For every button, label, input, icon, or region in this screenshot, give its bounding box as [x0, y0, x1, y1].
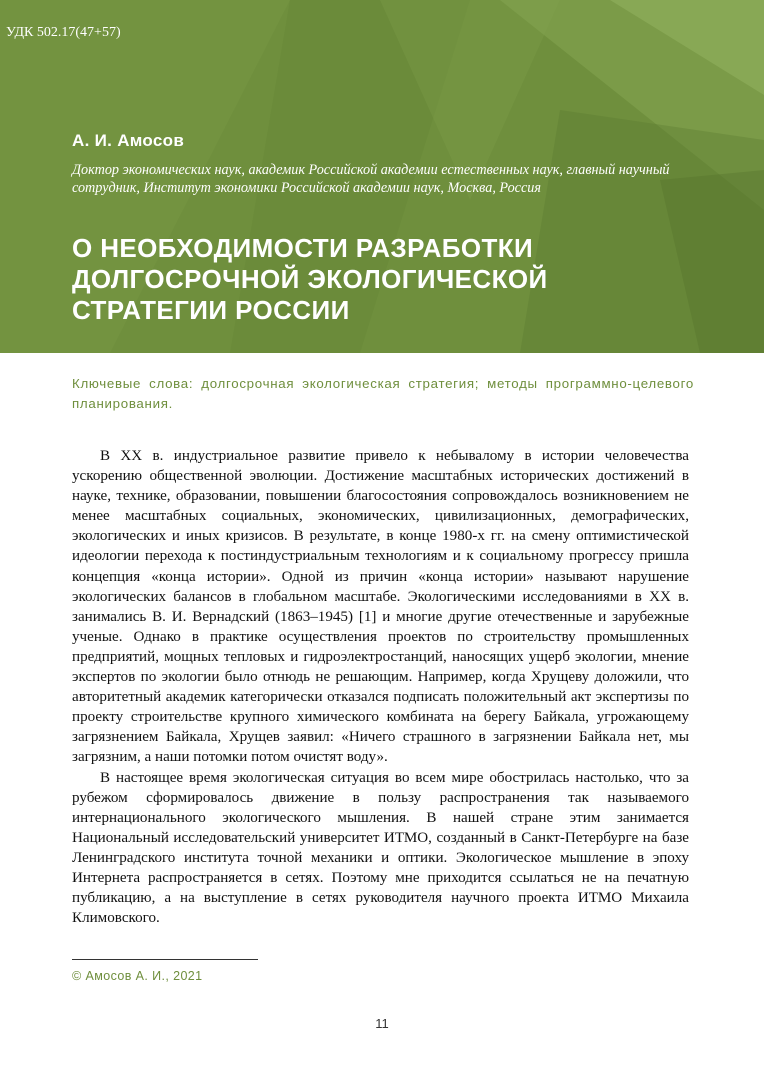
header-banner — [0, 0, 764, 353]
copyright: © Амосов А. И., 2021 — [72, 969, 203, 983]
title-line: СТРАТЕГИИ РОССИИ — [72, 295, 350, 325]
footnote-divider — [72, 959, 258, 960]
author-affiliation: Доктор экономических наук, академик Российской академии естественных наук, главный научный сотрудник, Институт экономики Российской академии наук, Москва, Россия — [72, 162, 670, 196]
keywords: Ключевые слова: долгосрочная экологическая стратегия; методы программно-целевого планирования. — [72, 376, 694, 411]
author-name: А. И. Амосов — [72, 131, 185, 150]
article-title — [72, 233, 672, 326]
udc-code: УДК 502.17(47+57) — [6, 25, 121, 40]
article-body — [72, 446, 689, 928]
title-line: ДОЛГОСРОЧНОЙ ЭКОЛОГИЧЕСКОЙ — [72, 264, 548, 294]
body-paragraph: В настоящее время экологическая ситуация во всем мире обострилась настолько, что за рубежом сформировалось движение в пользу распространения так называемого интернационального экологического мышления. В нашей стране этим занимается Национальный исследовательский университет ИТМО, созданный в Санкт-Петербурге на базе Ленинградского института точной механики и оптики. Экологическое мышление в эпоху Интернета распространяется в сетях. Поэтому мне приходится ссылаться не на печатную публикацию, а на выступление в сетях руководителя научного проекта ИТМО Михаила Климовского. — [72, 769, 689, 927]
body-paragraph: В XX в. индустриальное развитие привело к небывалому в истории человечества ускорению общественной эволюции. Достижение масштабных исторических достижений в науке, технике, образовании, повышении благосостояния сопровождалось возникновением не менее масштабных социальных, экономических, цивилизационных, демографических, экологических и иных кризисов. В результате, в конце 1980-х гг. на смену оптимистической идеологии перехода к постиндустриальным технологиям и к социальному прогрессу пришла концепция «конца истории». Одной из причин «конца истории» называют нарушение экологических балансов в глобальном масштабе. Экологическими исследованиями в XX в. занимались В. И. Вернадский (1863–1945) [1] и многие другие отечественные и зарубежные ученые. Однако в практике осуществления проектов по строительству промышленных предприятий, мощных тепловых и гидроэлектростанций, наносящих ущерб экологии, мнение экспертов по экологии было отнюдь не решающим. Например, когда Хрущеву доложили, что авторитетный академик категорически отказался подписать положительный акт экспертизы по проекту строительстве крупного химического комбината на берегу Байкала, угрожающему загрязнением Байкала, Хрущев заявил: «Ничего страшного в загрязнении Байкала нет, мы загрязним, а наши потомки потом очистят воду». — [72, 448, 689, 766]
title-line: О НЕОБХОДИМОСТИ РАЗРАБОТКИ — [72, 233, 534, 263]
page-number: 11 — [375, 1016, 389, 1031]
